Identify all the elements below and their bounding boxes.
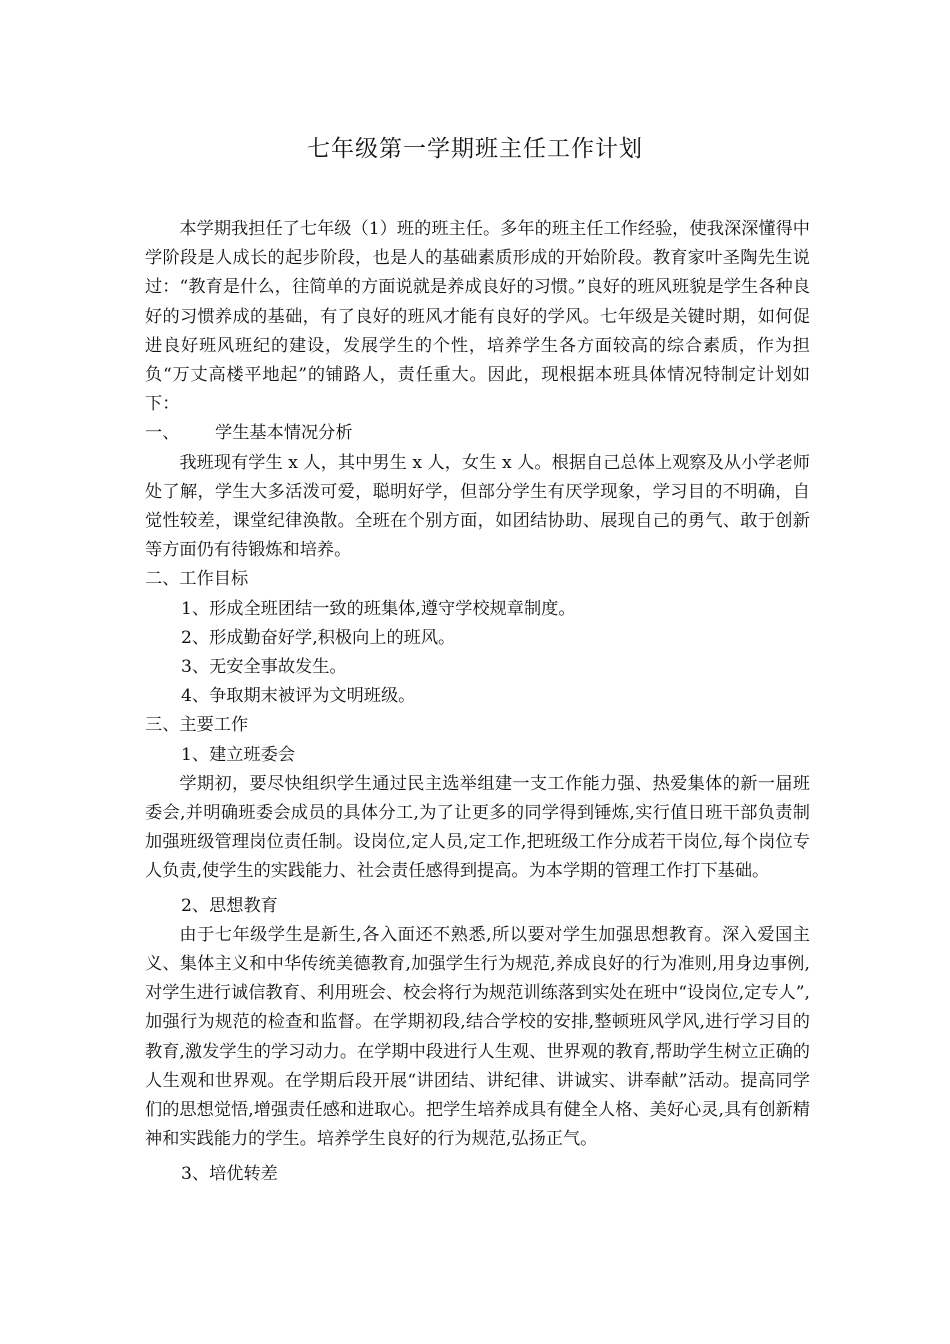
subsection-1-heading: 1、建立班委会 [181, 744, 296, 765]
intro-paragraph: 本学期我担任了七年级（1）班的班主任。多年的班主任工作经验，使我深深懂得中学阶段是人成长的起步阶段，也是人的基础素质形成的开始阶段。教育家叶圣陶先生说过：“教育是什么，往简单的方面说就是养成良好的习惯。”良好的班风班貌是学生各种良好的习惯养成的基础，有了良好的班风才能有良好的学风。七年级是关键时期，如何促进良好班风班纪的建设，发展学生的个性，培养学生各方面较高的综合素质，作为担负“万丈高楼平地起”的铺路人，责任重大。因此，现根据本班具体情况特制定计划如下： [145, 219, 810, 415]
section-3-heading: 三、主要工作 [145, 715, 249, 736]
goal-item: 3、无安全事故发生。 [181, 657, 347, 678]
subsection-2-heading: 2、思想教育 [181, 895, 278, 916]
subsection-3-heading: 3、培优转差 [181, 1163, 278, 1184]
section-1-title: 学生基本情况分析 [215, 423, 353, 444]
subsection-1-paragraph: 学期初，要尽快组织学生通过民主选举组建一支工作能力强、热爱集体的新一届班委会,并明确班委会成员的具体分工,为了让更多的同学得到锤炼,实行值日班干部负责制加强班级管理岗位责任制。设岗位,定人员,定工作,把班级工作分成若干岗位,每个岗位专人负责,使学生的实践能力、社会责任感得到提高。为本学期的管理工作打下基础。 [145, 773, 810, 882]
section-1-heading [145, 419, 810, 448]
subsection-2-paragraph: 由于七年级学生是新生,各入面还不熟悉,所以要对学生加强思想教育。深入爱国主义、集体主义和中华传统美德教育,加强学生行为规范,养成良好的行为准则,用身边事例,对学生进行诚信教育、利用班会、校会将行为规范训练落到实处在班中“设岗位,定专人”,加强行为规范的检查和监督。在学期初段,结合学校的安排,整顿班风学风,进行学习目的教育,激发学生的学习动力。在学期中段进行人生观、世界观的教育,帮助学生树立正确的人生观和世界观。在学期后段开展“讲团结、讲纪律、讲诚实、讲奉献”活动。提高同学们的思想觉悟,增强责任感和进取心。把学生培养成具有健全人格、美好心灵,具有创新精神和实践能力的学生。培养学生良好的行为规范,弘扬正气。 [145, 924, 810, 1150]
goal-item: 1、形成全班团结一致的班集体,遵守学校规章制度。 [181, 598, 576, 619]
section-1-number: 一、 [145, 423, 180, 444]
goal-item: 4、争取期末被评为文明班级。 [181, 686, 416, 707]
section-2-heading: 二、工作目标 [145, 569, 249, 590]
section-1-paragraph: 我班现有学生 x 人，其中男生 x 人，女生 x 人。根据自己总体上观察及从小学老师处了解，学生大多活泼可爱，聪明好学，但部分学生有厌学现象，学习目的不明确，自觉性较差，课堂纪律涣散。全班在个别方面，如团结协助、展现自己的勇气、敢于创新等方面仍有待锻炼和培养。 [145, 452, 810, 561]
document-title: 七年级第一学期班主任工作计划 [307, 136, 643, 162]
document-body [145, 215, 810, 1189]
goal-item: 2、形成勤奋好学,积极向上的班风。 [181, 627, 456, 648]
